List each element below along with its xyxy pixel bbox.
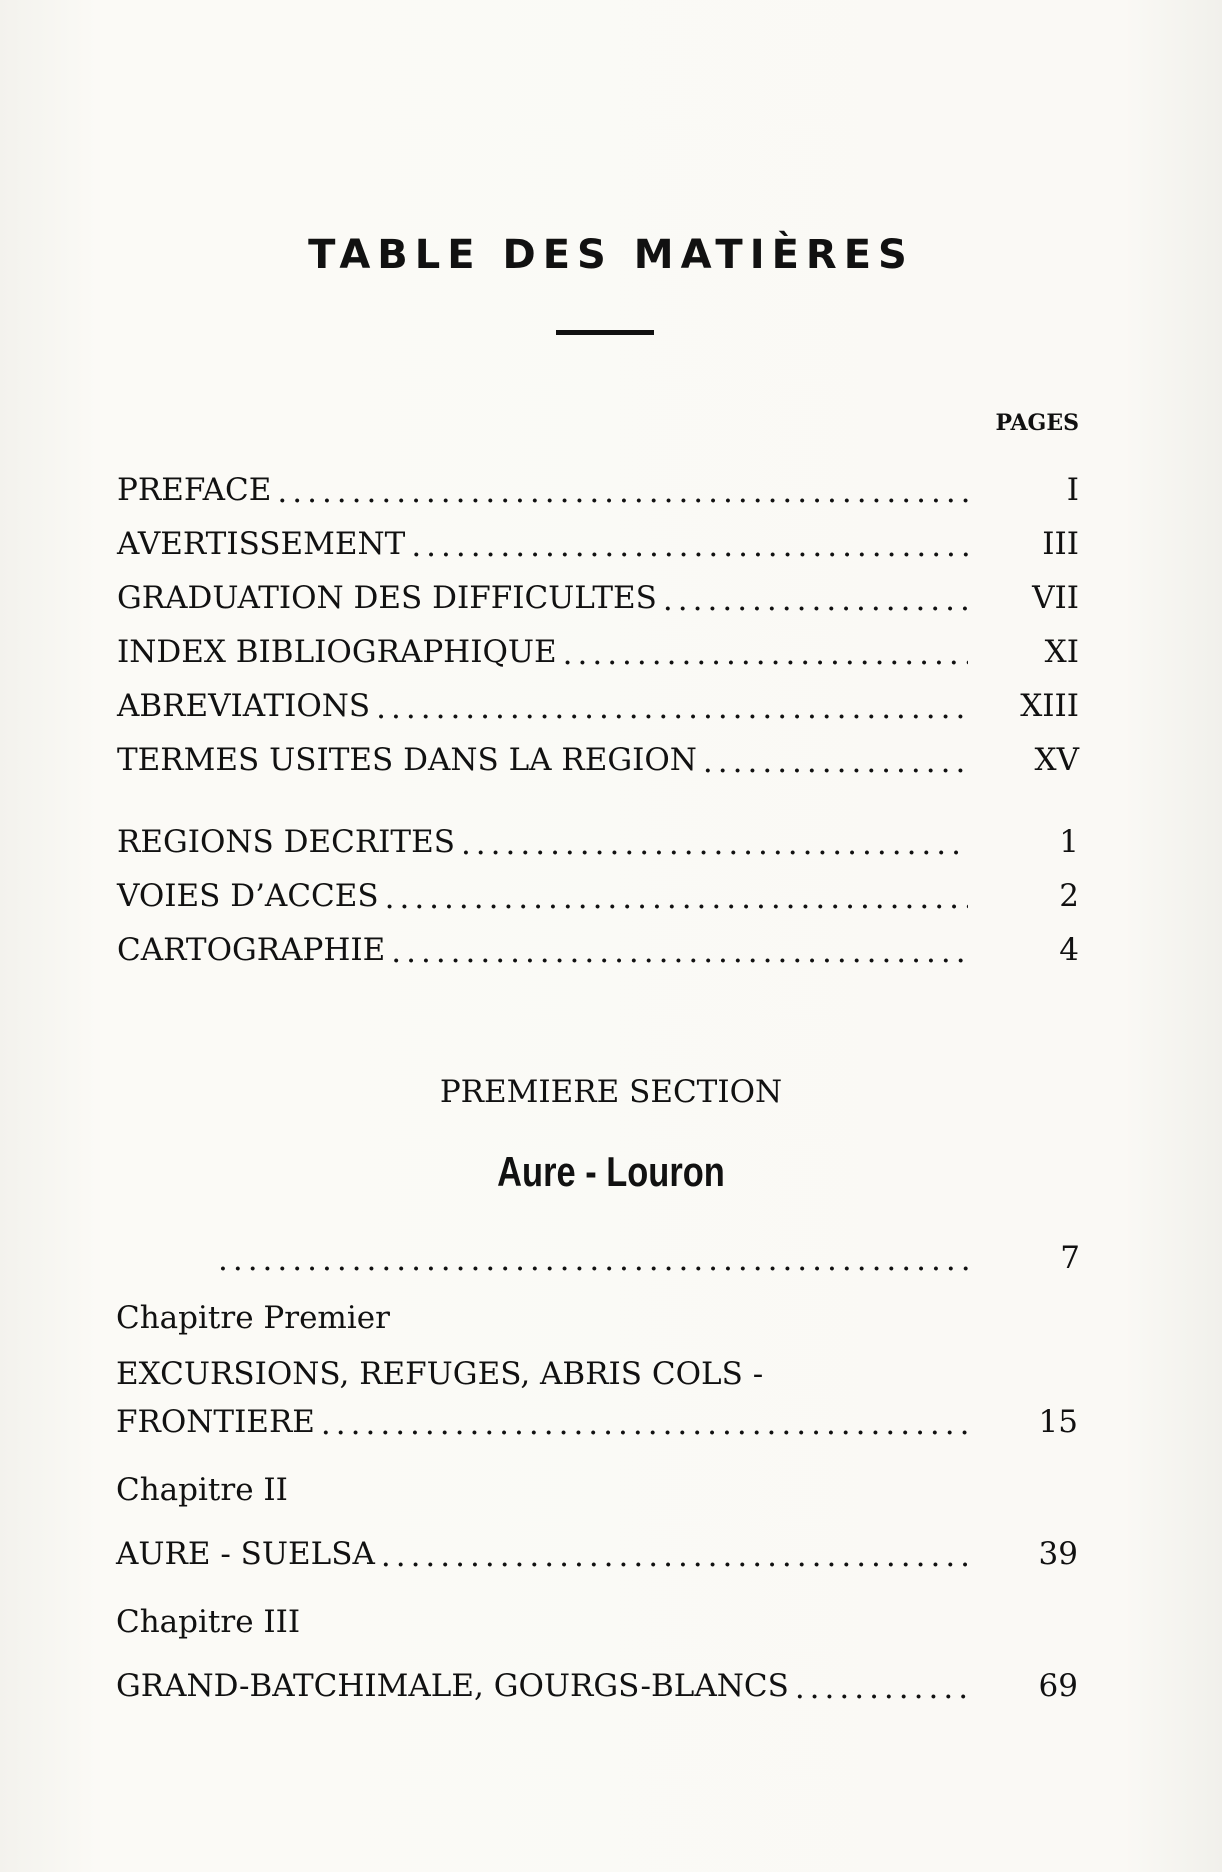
section-heading: PREMIERE SECTION — [439, 1074, 783, 1110]
toc-entry-label: ABREVIATIONS — [117, 688, 371, 724]
toc-entry — [116, 1398, 1078, 1440]
dot-leader — [703, 744, 968, 780]
toc-entry — [117, 628, 1079, 670]
toc-entry-page: 4 — [1059, 932, 1079, 968]
dot-leader — [376, 690, 968, 726]
toc-entry-label: VOIES D’ACCES — [117, 878, 379, 914]
dot-leader — [663, 582, 968, 618]
toc-entry — [218, 1234, 1080, 1276]
toc-entry — [117, 520, 1079, 562]
toc-entry-page: 7 — [1060, 1240, 1080, 1276]
toc-entry-label: CARTOGRAPHIE — [117, 932, 386, 968]
toc-entry-page: VII — [1032, 580, 1079, 616]
dot-leader — [391, 934, 968, 970]
toc-entry-page: I — [1066, 472, 1079, 508]
dot-leader — [795, 1670, 967, 1706]
title-rule — [556, 330, 654, 335]
dot-leader — [321, 1406, 967, 1442]
toc-entry — [117, 872, 1079, 914]
toc-entry — [117, 818, 1079, 860]
toc-entry — [116, 1530, 1078, 1572]
toc-entry-page: 1 — [1059, 824, 1079, 860]
toc-entry-label: AVERTISSEMENT — [117, 526, 406, 562]
dot-leader — [381, 1538, 967, 1574]
chapter-title: EXCURSIONS, REFUGES, ABRIS COLS - — [116, 1356, 764, 1392]
toc-entry-label: GRADUATION DES DIFFICULTES — [117, 580, 657, 616]
page-title: TABLE DES MATIÈRES — [308, 232, 914, 278]
toc-entry-page: III — [1042, 526, 1079, 562]
dot-leader — [563, 636, 968, 672]
toc-entry-page: 39 — [1038, 1536, 1078, 1572]
toc-entry-page: 69 — [1038, 1668, 1078, 1704]
pages-column-header: PAGES — [995, 410, 1079, 436]
chapter-label: Chapitre Premier — [116, 1300, 390, 1336]
toc-entry — [117, 736, 1079, 778]
dot-leader — [461, 826, 968, 862]
toc-entry-page: XIII — [1020, 688, 1079, 724]
toc-entry-label: REGIONS DECRITES — [117, 824, 455, 860]
toc-entry — [117, 574, 1079, 616]
dot-leader — [277, 474, 968, 510]
toc-entry-label: FRONTIERE — [116, 1404, 315, 1440]
toc-entry-label: AURE - SUELSA — [116, 1536, 375, 1572]
region-title: Aure - Louron — [497, 1148, 725, 1195]
toc-entry-label: PREFACE — [117, 472, 272, 508]
toc-entry — [116, 1662, 1078, 1704]
toc-entry-page: XI — [1044, 634, 1079, 670]
toc-entry-page: 15 — [1038, 1404, 1078, 1440]
chapter-label: Chapitre II — [116, 1472, 288, 1508]
chapter-label: Chapitre III — [116, 1604, 301, 1640]
toc-entry-label: INDEX BIBLIOGRAPHIQUE — [117, 634, 557, 670]
toc-entry — [117, 926, 1079, 968]
toc-entry-page: XV — [1034, 742, 1079, 778]
dot-leader — [218, 1242, 969, 1278]
toc-entry-page: 2 — [1059, 878, 1079, 914]
dot-leader — [411, 528, 968, 564]
toc-entry — [117, 682, 1079, 724]
toc-entry-label: TERMES USITES DANS LA REGION — [117, 742, 697, 778]
toc-entry — [117, 466, 1079, 508]
toc-entry-label: GRAND-BATCHIMALE, GOURGS-BLANCS — [116, 1668, 789, 1704]
dot-leader — [385, 880, 968, 916]
